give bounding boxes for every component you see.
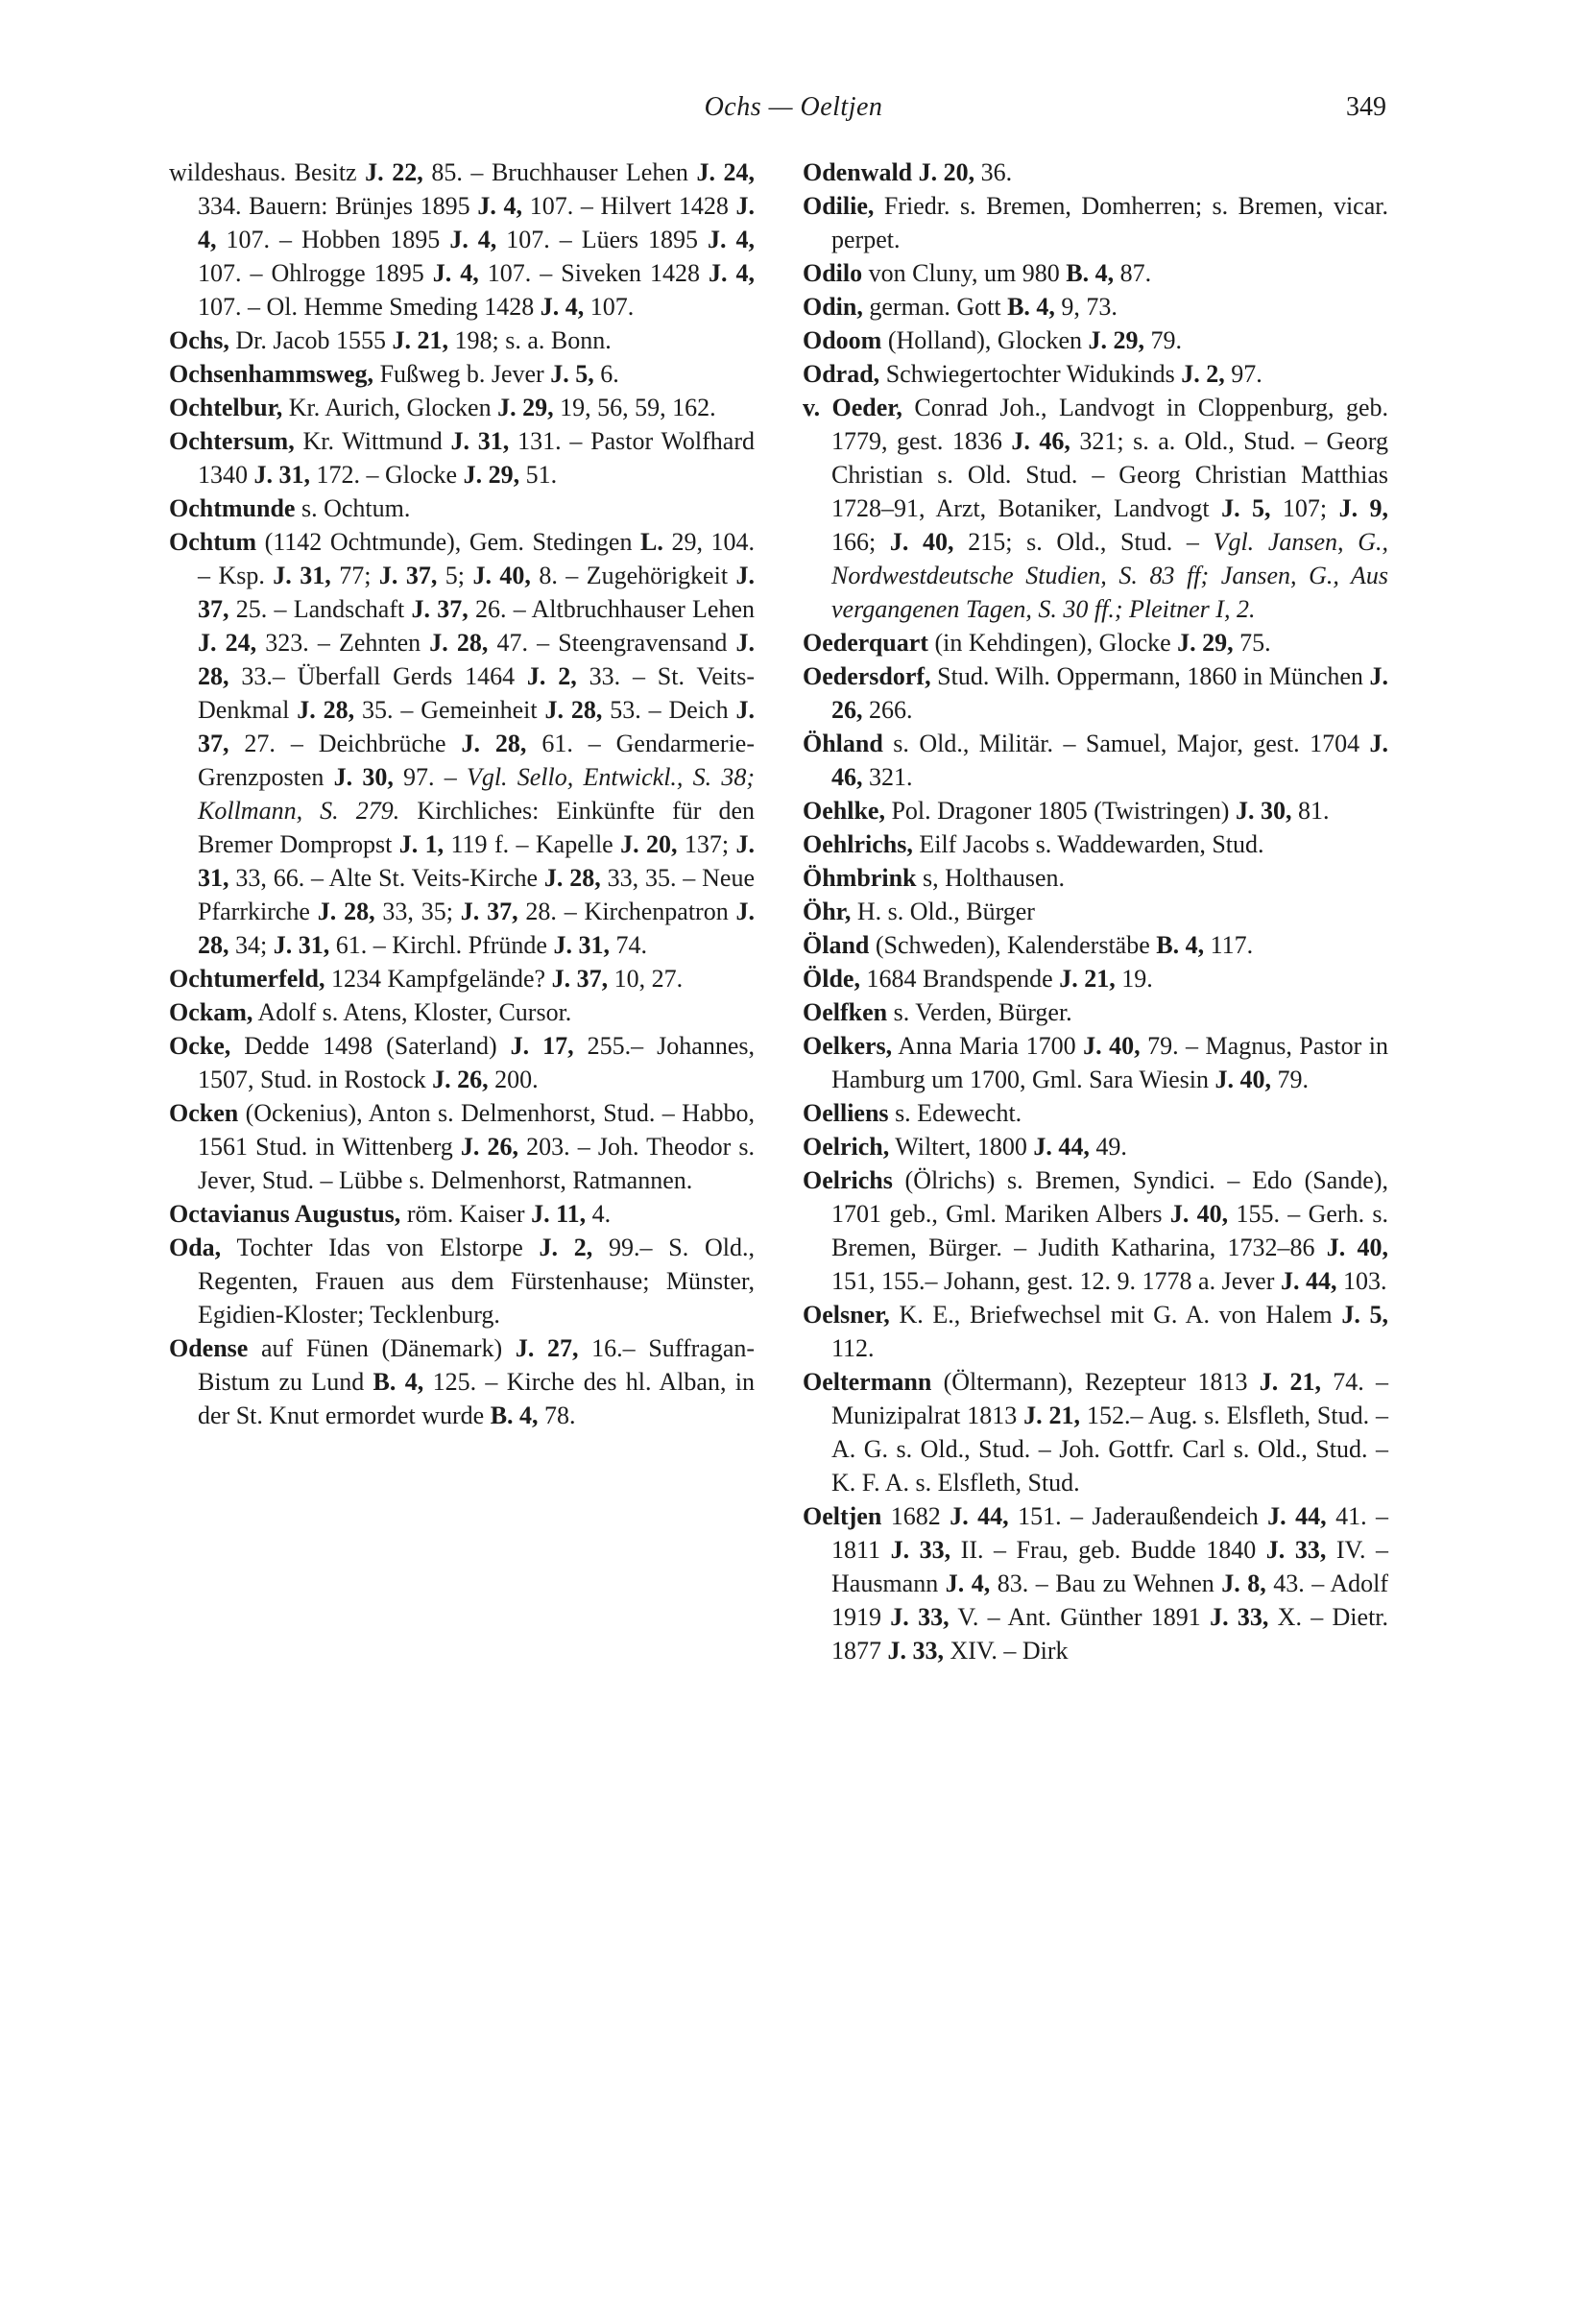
entry-reference: J. 40,: [1214, 1066, 1272, 1093]
index-entry: [169, 1029, 755, 1096]
entry-text: Kr. Wittmund: [294, 427, 451, 455]
entry-reference: J. 28,: [544, 696, 603, 724]
entry-reference: J. 37,: [378, 562, 438, 589]
entry-headword: Öhr,: [803, 898, 852, 925]
entry-text: X. – Dietr. 1877: [831, 1603, 1389, 1665]
entry-reference: J. 1,: [398, 830, 445, 858]
index-entry: [803, 1298, 1388, 1365]
entry-reference: J. 30,: [333, 763, 394, 791]
entry-headword: Oehlrichs,: [803, 830, 913, 858]
entry-text: Wiltert, 1800: [889, 1133, 1034, 1161]
entry-text: Kr. Aurich, Glocken: [282, 394, 498, 421]
entry-reference: J. 5,: [550, 360, 594, 388]
entry-text: Friedr. s. Bremen, Domherren; s. Bremen, vicar. perpet.: [831, 192, 1388, 253]
entry-text: 117.: [1204, 931, 1254, 959]
entry-text: Stud. Wilh. Oppermann, 1860 in München: [930, 662, 1370, 690]
entry-reference: J. 26,: [831, 662, 1388, 724]
entry-text: 78.: [538, 1402, 576, 1429]
index-entry: [803, 323, 1388, 357]
entry-reference: J. 40,: [472, 562, 531, 589]
entry-headword: Ocken: [169, 1099, 239, 1127]
entry-reference: J. 5,: [1341, 1301, 1388, 1329]
entry-headword: Octavianus Augustus,: [169, 1200, 401, 1228]
entry-reference: J. 40,: [1169, 1200, 1229, 1228]
entry-text: 19.: [1115, 965, 1153, 993]
entry-reference: J. 37,: [198, 696, 755, 757]
entry-headword: Oeltjen: [803, 1502, 882, 1530]
entry-reference: B. 4,: [373, 1368, 424, 1396]
entry-text: 107. – Ohlrogge 1895: [198, 259, 433, 287]
index-entry: [803, 290, 1388, 323]
entry-headword: Ochtmunde: [169, 494, 296, 522]
entry-text: 81.: [1291, 797, 1330, 825]
index-entry: [803, 357, 1388, 391]
entry-headword: Ochtersum,: [169, 427, 295, 455]
entry-reference: J. 33,: [890, 1536, 951, 1564]
entry-reference: J. 17,: [510, 1032, 574, 1060]
entry-text: 215; s. Old., Stud. –: [953, 528, 1214, 556]
entry-text: 1682: [881, 1502, 950, 1530]
index-entry: [803, 1096, 1388, 1130]
entry-reference: J. 29,: [463, 461, 520, 489]
index-entry: [169, 424, 755, 491]
entry-headword: Ochtum: [169, 528, 256, 556]
entry-reference: J. 46,: [1011, 427, 1070, 455]
entry-reference: J. 44,: [1280, 1267, 1337, 1295]
entry-text: (Schweden), Kalenderstäbe: [869, 931, 1157, 959]
index-entry: [803, 861, 1388, 895]
entry-text: 33, 35. – Neue Pfarrkirche: [198, 864, 756, 925]
entry-text: 74.: [609, 931, 647, 959]
entry-reference: J. 33,: [1210, 1603, 1269, 1631]
entry-headword: Odenwald: [803, 158, 913, 186]
entry-text: 1234 Kampfgelände?: [325, 965, 552, 993]
entry-headword: Oelkers,: [803, 1032, 893, 1060]
entry-text: V. – Ant. Günther 1891: [949, 1603, 1211, 1631]
entry-text: 79. – Magnus, Pastor in Hamburg um 1700, Gml. Sara Wiesin: [831, 1032, 1389, 1093]
entry-headword: Öhmbrink: [803, 864, 917, 892]
index-entry: [803, 156, 1388, 189]
entry-text: 166;: [831, 528, 890, 556]
entry-headword: Odilo: [803, 259, 863, 287]
index-entry: [803, 895, 1388, 928]
entry-reference: J. 29,: [1088, 326, 1145, 354]
entry-text: 25. – Landschaft: [228, 595, 412, 623]
entry-reference: J. 9,: [1338, 494, 1388, 522]
entry-text: (Öltermann), Rezepteur 1813: [931, 1368, 1260, 1396]
entry-headword: Ochs,: [169, 326, 229, 354]
index-entry: [169, 1096, 755, 1197]
index-entry: [803, 1365, 1388, 1499]
entry-reference: B. 4,: [490, 1402, 539, 1429]
entry-reference: B. 4,: [1066, 259, 1115, 287]
entry-headword: Öhland: [803, 730, 883, 757]
entry-text: Conrad Joh., Landvogt in Cloppenburg, geb. 1779, gest. 1836: [831, 394, 1388, 455]
entry-headword: Ochtumerfeld,: [169, 965, 325, 993]
entry-text: 83. – Bau zu Wehnen: [990, 1569, 1222, 1597]
entry-headword: Oeltermann: [803, 1368, 932, 1396]
entry-reference: J. 37,: [460, 898, 518, 925]
entry-text: Dedde 1498 (Saterland): [230, 1032, 511, 1060]
entry-reference: J. 28,: [198, 629, 756, 690]
index-entry: [169, 323, 755, 357]
entry-reference: J. 33,: [1265, 1536, 1327, 1564]
entry-reference: J. 31,: [273, 931, 330, 959]
entry-text: 323. – Zehnten: [256, 629, 430, 657]
entry-headword: Oelrichs: [803, 1166, 893, 1194]
index-entry: [803, 962, 1388, 995]
entry-reference: J. 27,: [515, 1334, 579, 1362]
entry-reference: J. 28,: [198, 898, 756, 959]
entry-headword: Odin,: [803, 293, 863, 321]
entry-headword: Odrad,: [803, 360, 880, 388]
entry-reference: J. 2,: [1181, 360, 1225, 388]
entry-text: 28. – Kirchenpatron: [517, 898, 736, 925]
index-entry: [169, 1231, 755, 1331]
entry-text: 61. – Kirchl. Pfründe: [329, 931, 554, 959]
entry-text: 77;: [330, 562, 379, 589]
entry-headword: Oelliens: [803, 1099, 889, 1127]
entry-text: von Cluny, um 980: [862, 259, 1067, 287]
entry-reference: J. 24,: [696, 158, 756, 186]
entry-reference: J. 37,: [198, 562, 755, 623]
index-entry: [169, 491, 755, 525]
entry-text: 155. – Gerh. s. Bremen, Bürger. – Judith Katharina, 1732–86: [831, 1200, 1389, 1261]
entry-headword: Öland: [803, 931, 870, 959]
entry-reference: J. 4,: [709, 259, 756, 287]
entry-text: 137;: [677, 830, 736, 858]
entry-citation: Vgl. Jansen, G., Nordwestdeutsche Studien, S. 83 ff; Jansen, G., Aus vergangenen Tagen, S. 30 ff.; Pleitner I, 2.: [831, 528, 1388, 623]
entry-reference: J. 24,: [198, 629, 257, 657]
entry-reference: J. 28,: [543, 864, 601, 892]
entry-reference: J. 28,: [429, 629, 489, 657]
entry-reference: J. 44,: [1267, 1502, 1327, 1530]
entry-headword: Ocke,: [169, 1032, 231, 1060]
entry-text: 35. – Gemeinheit: [354, 696, 545, 724]
entry-text: 19, 56, 59, 162.: [553, 394, 716, 421]
entry-text: 198; s. a. Bonn.: [448, 326, 612, 354]
entry-text: Fußweg b. Jever: [373, 360, 551, 388]
index-entry: [169, 391, 755, 424]
index-entry: [803, 626, 1388, 659]
entry-headword: Oedersdorf,: [803, 662, 931, 690]
entry-text: XIV. – Dirk: [944, 1637, 1069, 1665]
entry-text: 75.: [1233, 629, 1271, 657]
entry-reference: J. 4,: [945, 1569, 991, 1597]
entry-text: 97.: [1224, 360, 1262, 388]
entry-text: 33.– Überfall Gerds 1464: [228, 662, 527, 690]
entry-text: 321.: [862, 763, 913, 791]
entry-reference: J. 40,: [1083, 1032, 1141, 1060]
index-entry: [169, 525, 755, 962]
index-entry: [803, 1499, 1388, 1667]
entry-text: 8. – Zugehörigkeit: [530, 562, 736, 589]
entry-reference: J. 31,: [553, 931, 610, 959]
entry-text: Anna Maria 1700: [892, 1032, 1084, 1060]
entry-headword: Oehlke,: [803, 797, 885, 825]
entry-text: 151. – Jaderaußendeich: [1008, 1502, 1268, 1530]
entry-reference: J. 26,: [432, 1066, 489, 1093]
entry-text: 266.: [862, 696, 913, 724]
entry-text: s, Holthausen.: [916, 864, 1066, 892]
entry-reference: J. 46,: [831, 730, 1388, 791]
entry-text: 5;: [437, 562, 473, 589]
entry-text: s. Edewecht.: [888, 1099, 1022, 1127]
entry-headword: v. Oeder,: [803, 394, 902, 421]
entry-reference: J. 26,: [460, 1133, 519, 1161]
entry-text: Kirchliches: Einkünfte für den Bremer Dompropst: [198, 797, 755, 858]
entry-reference: J. 31,: [253, 461, 310, 489]
entry-reference: J. 37,: [411, 595, 469, 623]
index-entry: [169, 357, 755, 391]
index-entry: [169, 995, 755, 1029]
entry-reference: J. 4,: [540, 293, 585, 321]
index-entry: [169, 1197, 755, 1231]
entry-reference: J. 21,: [392, 326, 449, 354]
entry-text: 119 f. – Kapelle: [444, 830, 621, 858]
entry-text: 85. – Bruchhauser Lehen: [422, 158, 697, 186]
entry-reference: J. 8,: [1221, 1569, 1266, 1597]
entry-reference: J. 28,: [461, 730, 527, 757]
entry-reference: J. 11,: [531, 1200, 587, 1228]
index-entry: [803, 727, 1388, 794]
entry-text: 203. – Joh. Theodor s. Jever, Stud. – Lübbe s. Delmenhorst, Ratmannen.: [198, 1133, 755, 1194]
index-entry: [169, 962, 755, 995]
entry-reference: J. 21,: [1059, 965, 1116, 993]
entry-reference: J. 4,: [708, 226, 755, 253]
entry-text: 16.– Suffragan-Bistum zu Lund: [198, 1334, 756, 1396]
entry-text: 27. – Deichbrüche: [228, 730, 462, 757]
entry-reference: B. 4,: [1156, 931, 1205, 959]
entry-text: Pol. Dragoner 1805 (Twistringen): [884, 797, 1236, 825]
entry-reference: J. 29,: [497, 394, 554, 421]
entry-reference: J. 20,: [918, 158, 975, 186]
entry-reference: J. 30,: [1235, 797, 1292, 825]
entry-reference: J. 22,: [365, 158, 423, 186]
entry-reference: J. 44,: [950, 1502, 1009, 1530]
entry-text: 79.: [1144, 326, 1183, 354]
entry-reference: J. 4,: [432, 259, 479, 287]
entry-text: 79.: [1271, 1066, 1310, 1093]
entry-text: 33, 35;: [374, 898, 461, 925]
entry-headword: Oelfken: [803, 998, 888, 1026]
entry-text: 51.: [519, 461, 558, 489]
entry-text: 61. – Gendarmerie-Grenzposten: [198, 730, 756, 791]
running-title: Ochs — Oeltjen: [704, 92, 883, 122]
entry-reference: J. 44,: [1033, 1133, 1090, 1161]
entry-text: german. Gott: [862, 293, 1008, 321]
page-number: 349: [1346, 92, 1386, 122]
entry-reference: J. 31,: [450, 427, 510, 455]
entry-text: IV. – Hausmann: [831, 1536, 1389, 1597]
entry-headword: Odilie,: [803, 192, 875, 220]
index-entry: [169, 1331, 755, 1432]
entry-text: (Ölrichs) s. Bremen, Syndici. – Edo (Sande), 1701 geb., Gml. Mariken Albers: [831, 1166, 1388, 1228]
entry-text: 107. – Lüers 1895: [496, 226, 708, 253]
entry-text: Schwiegertochter Widukinds: [879, 360, 1182, 388]
entry-text: 107. – Hobben 1895: [216, 226, 450, 253]
entry-headword: Oelsner,: [803, 1301, 890, 1329]
entry-headword: Ölde,: [803, 965, 860, 993]
index-entry: [803, 827, 1388, 861]
entry-reference: J. 4,: [477, 192, 523, 220]
entry-reference: B. 4,: [1007, 293, 1055, 321]
entry-reference: J. 29,: [1177, 629, 1234, 657]
entry-text: s. Verden, Bürger.: [887, 998, 1072, 1026]
entry-reference: J. 2,: [539, 1234, 593, 1261]
entry-text: (Ockenius), Anton s. Delmenhorst, Stud. – Habbo, 1561 Stud. in Wittenberg: [198, 1099, 755, 1161]
entry-text: 99.– S. Old., Regenten, Frauen aus dem Fürstenhause; Münster, Egidien-Kloster; Tecklenburg.: [198, 1234, 755, 1329]
entry-text: 6.: [593, 360, 619, 388]
entry-headword: Oelrich,: [803, 1133, 890, 1161]
entry-headword: Odoom: [803, 326, 882, 354]
entry-text: 9, 73.: [1054, 293, 1118, 321]
entry-text: 334. Bauern: Brünjes 1895: [198, 192, 478, 220]
entry-text: 43. – Adolf 1919: [831, 1569, 1389, 1631]
entry-text: 112.: [831, 1334, 875, 1362]
entry-text: 107.: [584, 293, 635, 321]
entry-text: 26. – Altbruchhauser Lehen: [468, 595, 755, 623]
entry-text: K. E., Briefwechsel mit G. A. von Halem: [889, 1301, 1342, 1329]
entry-reference: J. 2,: [526, 662, 577, 690]
index-entry: [803, 794, 1388, 827]
entry-reference: J. 21,: [1259, 1368, 1321, 1396]
entry-reference: J. 33,: [887, 1637, 944, 1665]
entry-reference: J. 28,: [297, 696, 355, 724]
entry-reference: J. 5,: [1221, 494, 1271, 522]
entry-reference: J. 37,: [551, 965, 609, 993]
entry-text: 125. – Kirche des hl. Alban, in der St. Knut ermordet wurde: [198, 1368, 756, 1429]
entry-headword: Odense: [169, 1334, 249, 1362]
entry-text: s. Ochtum.: [295, 494, 411, 522]
entry-text: 200.: [488, 1066, 539, 1093]
entry-headword: Oda,: [169, 1234, 222, 1261]
entry-text: Eilf Jacobs s. Waddewarden, Stud.: [912, 830, 1264, 858]
entry-reference: L.: [640, 528, 663, 556]
entry-text: 97. –: [393, 763, 467, 791]
entry-headword: Ockam,: [169, 998, 253, 1026]
entry-text: H. s. Old., Bürger: [851, 898, 1035, 925]
index-entry: [803, 391, 1388, 626]
entry-reference: J. 31,: [198, 830, 756, 892]
entry-text: 10, 27.: [608, 965, 684, 993]
entry-text: 131. – Pastor Wolfhard 1340: [198, 427, 755, 489]
entry-text: 107. – Hilvert 1428: [522, 192, 736, 220]
entry-text: 107. – Ol. Hemme Smeding 1428: [198, 293, 541, 321]
entry-text: 33. – St. Veits-Denkmal: [198, 662, 756, 724]
entry-text: röm. Kaiser: [400, 1200, 532, 1228]
entry-reference: J. 40,: [889, 528, 954, 556]
entry-text: 49.: [1089, 1133, 1127, 1161]
right-column: [803, 156, 1388, 1667]
index-entry: [803, 995, 1388, 1029]
index-entry: [803, 659, 1388, 727]
entry-text: 34;: [228, 931, 274, 959]
left-column: [169, 156, 755, 1432]
entry-reference: J. 40,: [1326, 1234, 1388, 1261]
entry-reference: J. 4,: [198, 192, 756, 253]
entry-reference: J. 21,: [1023, 1402, 1081, 1429]
entry-text: auf Fünen (Dänemark): [248, 1334, 516, 1362]
entry-text: (Holland), Glocken: [881, 326, 1089, 354]
entry-reference: J. 28,: [317, 898, 375, 925]
entry-text: Dr. Jacob 1555: [228, 326, 393, 354]
index-entry: [169, 156, 755, 323]
entry-reference: J. 20,: [620, 830, 678, 858]
entry-text: 151, 155.– Johann, gest. 12. 9. 1778 a. Jever: [831, 1267, 1281, 1295]
entry-headword: Oederquart: [803, 629, 928, 657]
index-entry: [803, 1029, 1388, 1096]
entry-reference: J. 4,: [449, 226, 497, 253]
entry-text: 47. – Steengravensand: [488, 629, 736, 657]
index-entry: [803, 256, 1388, 290]
entry-text: Tochter Idas von Elstorpe: [221, 1234, 540, 1261]
entry-text: (in Kehdingen), Glocke: [927, 629, 1178, 657]
entry-text: 107;: [1270, 494, 1339, 522]
entry-text: Adolf s. Atens, Kloster, Cursor.: [252, 998, 572, 1026]
entry-headword: Ochsenhammsweg,: [169, 360, 374, 388]
entry-text: 172. – Glocke: [310, 461, 464, 489]
entry-text: 36.: [974, 158, 1013, 186]
entry-text: wildeshaus. Besitz: [169, 158, 366, 186]
entry-text: 255.– Johannes, 1507, Stud. in Rostock: [198, 1032, 756, 1093]
index-entry: [803, 189, 1388, 256]
entry-text: 1684 Brandspende: [859, 965, 1060, 993]
entry-text: 152.– Aug. s. Elsfleth, Stud. – A. G. s. Old., Stud. – Joh. Gottfr. Carl s. Old., Stud. – K. F. A. s. Elsfleth, Stud.: [831, 1402, 1389, 1497]
entry-text: 107. – Siveken 1428: [478, 259, 709, 287]
entry-reference: J. 33,: [890, 1603, 950, 1631]
entry-citation: Vgl. Sello, Entwickl., S. 38; Kollmann, S. 279.: [198, 763, 756, 825]
entry-text: 321; s. a. Old., Stud. – Georg Christian s. Old. Stud. – Georg Christian Matthias 1728–91, Arzt, Botaniker, Landvogt: [831, 427, 1388, 522]
index-entry: [803, 1163, 1388, 1298]
entry-reference: J. 31,: [273, 562, 331, 589]
entry-text: 4.: [586, 1200, 612, 1228]
entry-text: 87.: [1114, 259, 1152, 287]
entry-headword: Ochtelbur,: [169, 394, 283, 421]
index-entry: [803, 928, 1388, 962]
entry-text: 74. – Munizipalrat 1813: [831, 1368, 1389, 1429]
entry-text: 41. – 1811: [831, 1502, 1389, 1564]
entry-text: II. – Frau, geb. Budde 1840: [950, 1536, 1266, 1564]
entry-text: 53. – Deich: [602, 696, 736, 724]
index-entry: [803, 1130, 1388, 1163]
entry-text: 33, 66. – Alte St. Veits-Kirche: [228, 864, 544, 892]
entry-text: 103.: [1336, 1267, 1387, 1295]
entry-text: s. Old., Militär. – Samuel, Major, gest. 1704: [882, 730, 1370, 757]
entry-text: (1142 Ochtmunde), Gem. Stedingen: [256, 528, 641, 556]
entry-text: 29, 104. – Ksp.: [198, 528, 756, 589]
